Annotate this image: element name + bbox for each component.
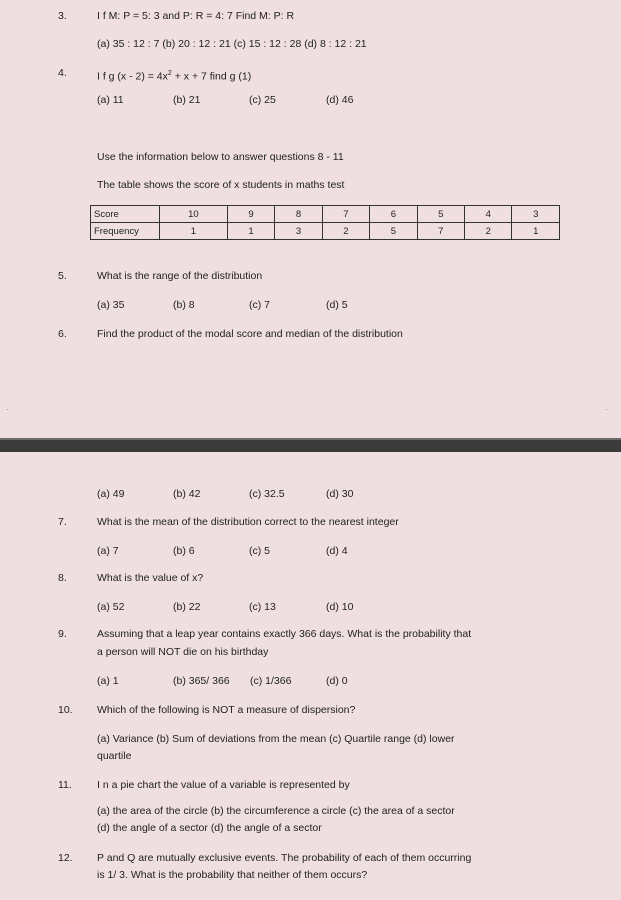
table-caption: The table shows the score of x students in maths test (97, 179, 345, 191)
q4-option-d: (d) 46 (326, 94, 354, 106)
q10-options-line-2: quartile (97, 750, 132, 762)
score-label: Score (91, 206, 160, 223)
q3-text: I f M: P = 5: 3 and P: R = 4: 7 Find M: P: R (97, 10, 295, 22)
q7-option-a: (a) 7 (97, 545, 119, 557)
q4-text-before: I f g (x - 2) = 4x (97, 70, 168, 83)
q7-number: 7. (58, 516, 67, 528)
q4-option-b: (b) 21 (173, 94, 201, 106)
q9-text-line-2: a person will NOT die on his birthday (97, 646, 269, 658)
q4-text-after: + x + 7 find g (1) (171, 70, 252, 83)
q9-text-line-1: Assuming that a leap year contains exactly 366 days. What is the probability that (97, 628, 472, 640)
score-cell: 10 (160, 206, 228, 223)
q7-option-d: (d) 4 (326, 545, 348, 557)
q6-text: Find the product of the modal score and median of the distribution (97, 328, 403, 340)
q9-option-b: (b) 365/ 366 (173, 675, 230, 687)
info-intro: Use the information below to answer questions 8 - 11 (97, 151, 344, 163)
q6-option-b: (b) 42 (173, 488, 201, 500)
score-cell: 9 (227, 206, 274, 223)
q4-superscript: 2 (167, 70, 172, 77)
frequency-label: Frequency (91, 223, 160, 240)
q7-text: What is the mean of the distribution correct to the nearest integer (97, 516, 399, 528)
q6-number: 6. (58, 328, 67, 340)
frequency-cell: 1 (512, 223, 560, 240)
q9-option-a: (a) 1 (97, 675, 119, 687)
q12-text-line-1: P and Q are mutually exclusive events. The probability of each of them occurring (97, 852, 472, 864)
page-2 (0, 452, 621, 900)
q7-option-b: (b) 6 (173, 545, 195, 557)
q3-options: (a) 35 : 12 : 7 (b) 20 : 12 : 21 (c) 15 : 12 : 28 (d) 8 : 12 : 21 (97, 38, 367, 50)
q4-number: 4. (58, 67, 67, 79)
q11-text: I n a pie chart the value of a variable is represented by (97, 779, 350, 791)
q10-text: Which of the following is NOT a measure of dispersion? (97, 704, 356, 716)
frequency-cell: 3 (275, 223, 322, 240)
q5-text: What is the range of the distribution (97, 270, 263, 282)
score-frequency-table (90, 205, 560, 240)
q12-number: 12. (58, 852, 73, 864)
q8-option-d: (d) 10 (326, 601, 354, 613)
q10-number: 10. (58, 704, 73, 716)
q8-option-c: (c) 13 (249, 601, 276, 613)
q4-option-a: (a) 11 (97, 94, 124, 106)
q9-number: 9. (58, 628, 67, 640)
q5-number: 5. (58, 270, 67, 282)
frequency-cell: 5 (370, 223, 417, 240)
score-cell: 8 (275, 206, 322, 223)
frequency-row (91, 223, 560, 240)
q11-number: 11. (58, 779, 72, 791)
q12-text-line-2: is 1/ 3. What is the probability that neither of them occurs? (97, 869, 368, 881)
frequency-cell: 2 (465, 223, 512, 240)
q5-option-c: (c) 7 (249, 299, 270, 311)
score-cell: 5 (417, 206, 464, 223)
q11-options-line-2: (d) the angle of a sector (d) the angle of a sector (97, 822, 322, 834)
q9-option-d: (d) 0 (326, 675, 348, 687)
q8-text: What is the value of x? (97, 572, 204, 584)
frequency-cell: 7 (417, 223, 464, 240)
q6-option-d: (d) 30 (326, 488, 354, 500)
frequency-cell: 1 (227, 223, 274, 240)
q9-option-c: (c) 1/366 (250, 675, 292, 687)
page-1 (0, 0, 621, 438)
q8-option-a: (a) 52 (97, 601, 125, 613)
q5-option-b: (b) 8 (173, 299, 195, 311)
q3-number: 3. (58, 10, 67, 22)
q5-option-a: (a) 35 (97, 299, 125, 311)
score-cell: 7 (322, 206, 369, 223)
frequency-cell: 1 (160, 223, 228, 240)
q8-number: 8. (58, 572, 67, 584)
q5-option-d: (d) 5 (326, 299, 348, 311)
margin-mark-right: · (605, 404, 608, 414)
q4-option-c: (c) 25 (249, 94, 276, 106)
q6-option-c: (c) 32.5 (249, 488, 285, 500)
q7-option-c: (c) 5 (249, 545, 270, 557)
page-divider (0, 438, 621, 452)
score-row (91, 206, 560, 223)
q4-text (97, 67, 251, 84)
margin-mark-left: · (6, 404, 9, 414)
q8-option-b: (b) 22 (173, 601, 201, 613)
score-cell: 3 (512, 206, 560, 223)
q10-options-line-1: (a) Variance (b) Sum of deviations from the mean (c) Quartile range (d) lower (97, 733, 455, 745)
q6-option-a: (a) 49 (97, 488, 125, 500)
q11-options-line-1: (a) the area of the circle (b) the circumference a circle (c) the area of a sector (97, 805, 455, 817)
score-cell: 6 (370, 206, 417, 223)
score-cell: 4 (465, 206, 512, 223)
frequency-cell: 2 (322, 223, 369, 240)
